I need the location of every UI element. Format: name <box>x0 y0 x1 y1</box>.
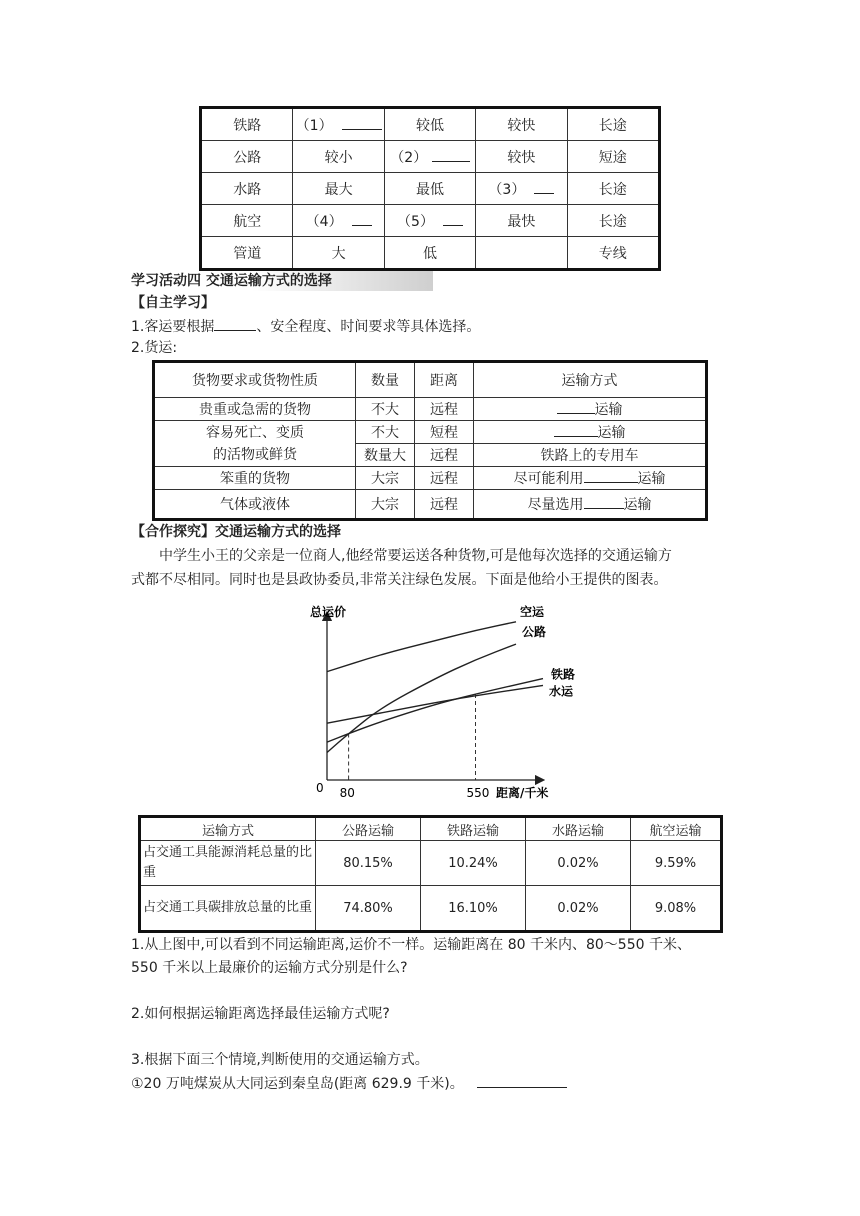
table-cell: 短途 <box>567 141 659 173</box>
table-cell: 水路 <box>201 173 293 205</box>
column-header: 货物要求或货物性质 <box>154 362 356 398</box>
answer-blank[interactable] <box>584 494 624 509</box>
table-cell: 最低 <box>384 173 475 205</box>
answer-blank[interactable] <box>584 468 638 483</box>
coop-paragraph-line: 中学生小王的父亲是一位商人,他经常要运送各种货物,可是他每次选择的交通运输方 <box>159 548 672 564</box>
table-cell: 气体或液体 <box>154 490 356 520</box>
table-cell: 远程 <box>415 467 474 490</box>
table-row <box>201 108 660 141</box>
table-cell: 不大 <box>356 421 415 444</box>
series-label: 空运 <box>520 604 545 619</box>
table-cell: 0.02% <box>526 886 631 932</box>
table-header-row <box>154 362 707 398</box>
table-cell: 最大 <box>293 173 384 205</box>
table-cell: 大宗 <box>356 467 415 490</box>
transport-cost-chart <box>300 598 576 808</box>
table-cell: 管道 <box>201 237 293 270</box>
column-header: 运输方式 <box>474 362 707 398</box>
table-cell: 铁路上的专用车 <box>474 444 707 467</box>
table-row <box>154 467 707 490</box>
coop-paragraph-line: 式都不尽相同。同时也是县政协委员,非常关注绿色发展。下面是他给小王提供的图表。 <box>131 572 668 588</box>
table-row <box>201 141 660 173</box>
table-cell: 大 <box>293 237 384 270</box>
table-cell: 74.80% <box>316 886 421 932</box>
energy-table <box>138 815 723 933</box>
column-header: 运输方式 <box>140 817 316 841</box>
table-cell: （5） <box>384 205 475 237</box>
table-cell: 占交通工具碳排放总量的比重 <box>140 886 316 932</box>
column-header: 航空运输 <box>631 817 722 841</box>
table-cell: 16.10% <box>421 886 526 932</box>
table-cell: 低 <box>384 237 475 270</box>
table-cell: 铁路 <box>201 108 293 141</box>
series-label: 水运 <box>549 684 574 699</box>
series-line <box>327 679 543 743</box>
table-cell: 大宗 <box>356 490 415 520</box>
column-header: 铁路运输 <box>421 817 526 841</box>
origin-label: 0 <box>316 781 324 795</box>
column-header: 数量 <box>356 362 415 398</box>
question-text: 3.根据下面三个情境,判断使用的交通运输方式。 <box>131 1052 429 1068</box>
table-cell: 运输 <box>474 398 707 421</box>
self-study-label: 【自主学习】 <box>131 295 215 311</box>
answer-blank[interactable] <box>352 211 372 226</box>
table-cell: 9.08% <box>631 886 722 932</box>
table-cell: 80.15% <box>316 841 421 886</box>
table-cell: 尽量选用 运输 <box>474 490 707 520</box>
table-header-row <box>140 817 722 841</box>
table-cell: 容易死亡、变质 的活物或鲜货 <box>154 421 356 467</box>
table-cell: 不大 <box>356 398 415 421</box>
y-axis-label: 总运价 <box>310 605 347 619</box>
x-tick-label: 550 <box>466 786 490 800</box>
table-cell: 0.02% <box>526 841 631 886</box>
table-cell: 10.24% <box>421 841 526 886</box>
table-cell: 运输 <box>474 421 707 444</box>
table-cell: 长途 <box>567 173 659 205</box>
freight-table <box>152 360 708 521</box>
question-text: 550 千米以上最廉价的运输方式分别是什么? <box>131 960 408 976</box>
coop-heading: 【合作探究】交通运输方式的选择 <box>131 524 341 540</box>
table-row <box>154 421 707 444</box>
question-1: 1.客运要根据 、安全程度、时间要求等具体选择。 <box>131 316 480 337</box>
answer-blank[interactable] <box>534 179 554 194</box>
table-row <box>201 205 660 237</box>
table-row <box>140 886 722 932</box>
table-cell: （4） <box>293 205 384 237</box>
column-header: 水路运输 <box>526 817 631 841</box>
table-cell: 9.59% <box>631 841 722 886</box>
x-tick-label: 80 <box>339 786 355 800</box>
table-cell: 短程 <box>415 421 474 444</box>
answer-blank[interactable] <box>214 316 256 331</box>
table-row <box>201 237 660 270</box>
table-cell: 较快 <box>476 141 567 173</box>
table-cell: 较小 <box>293 141 384 173</box>
table-cell: （2） <box>384 141 475 173</box>
x-axis-label: 距离/千米 <box>496 786 549 800</box>
series-line <box>327 622 516 672</box>
table-cell: 较快 <box>476 108 567 141</box>
table-row <box>201 173 660 205</box>
table-cell: 最快 <box>476 205 567 237</box>
table-row <box>154 490 707 520</box>
chart-plot-area <box>327 604 575 800</box>
table-cell: 远程 <box>415 398 474 421</box>
answer-blank[interactable] <box>342 115 382 130</box>
table-cell: 数量大 <box>356 444 415 467</box>
table-cell <box>476 237 567 270</box>
question-text: 1.从上图中,可以看到不同运输距离,运价不一样。运输距离在 80 千米内、80～550 千米、 <box>131 937 691 953</box>
answer-blank[interactable] <box>557 399 595 414</box>
question-text: 2.如何根据运输距离选择最佳运输方式呢? <box>131 1006 390 1022</box>
section-title: 学习活动四 交通运输方式的选择 <box>131 271 433 291</box>
table-cell: 贵重或急需的货物 <box>154 398 356 421</box>
table-cell: （1） <box>293 108 384 141</box>
column-header: 公路运输 <box>316 817 421 841</box>
table-cell: 远程 <box>415 490 474 520</box>
series-label: 铁路 <box>551 667 576 682</box>
table-row <box>140 841 722 886</box>
table-cell: 长途 <box>567 108 659 141</box>
question-2-label: 2.货运: <box>131 340 178 356</box>
table-cell: 较低 <box>384 108 475 141</box>
transport-comparison-table <box>199 106 661 271</box>
table-row <box>154 398 707 421</box>
table-cell: 长途 <box>567 205 659 237</box>
table-cell: 占交通工具能源消耗总量的比重 <box>140 841 316 886</box>
answer-blank[interactable] <box>477 1073 567 1088</box>
table-cell: 公路 <box>201 141 293 173</box>
answer-blank[interactable] <box>432 147 470 162</box>
table-cell: 尽可能利用 运输 <box>474 467 707 490</box>
table-cell: 航空 <box>201 205 293 237</box>
table-cell: 远程 <box>415 444 474 467</box>
question-text: ①20 万吨煤炭从大同运到秦皇岛(距离 629.9 千米)。 <box>131 1073 567 1094</box>
answer-blank[interactable] <box>554 422 598 437</box>
series-label: 公路 <box>522 625 547 640</box>
answer-blank[interactable] <box>443 211 463 226</box>
column-header: 距离 <box>415 362 474 398</box>
table-cell: 专线 <box>567 237 659 270</box>
series-line <box>327 644 516 752</box>
table-cell: 笨重的货物 <box>154 467 356 490</box>
table-cell: （3） <box>476 173 567 205</box>
